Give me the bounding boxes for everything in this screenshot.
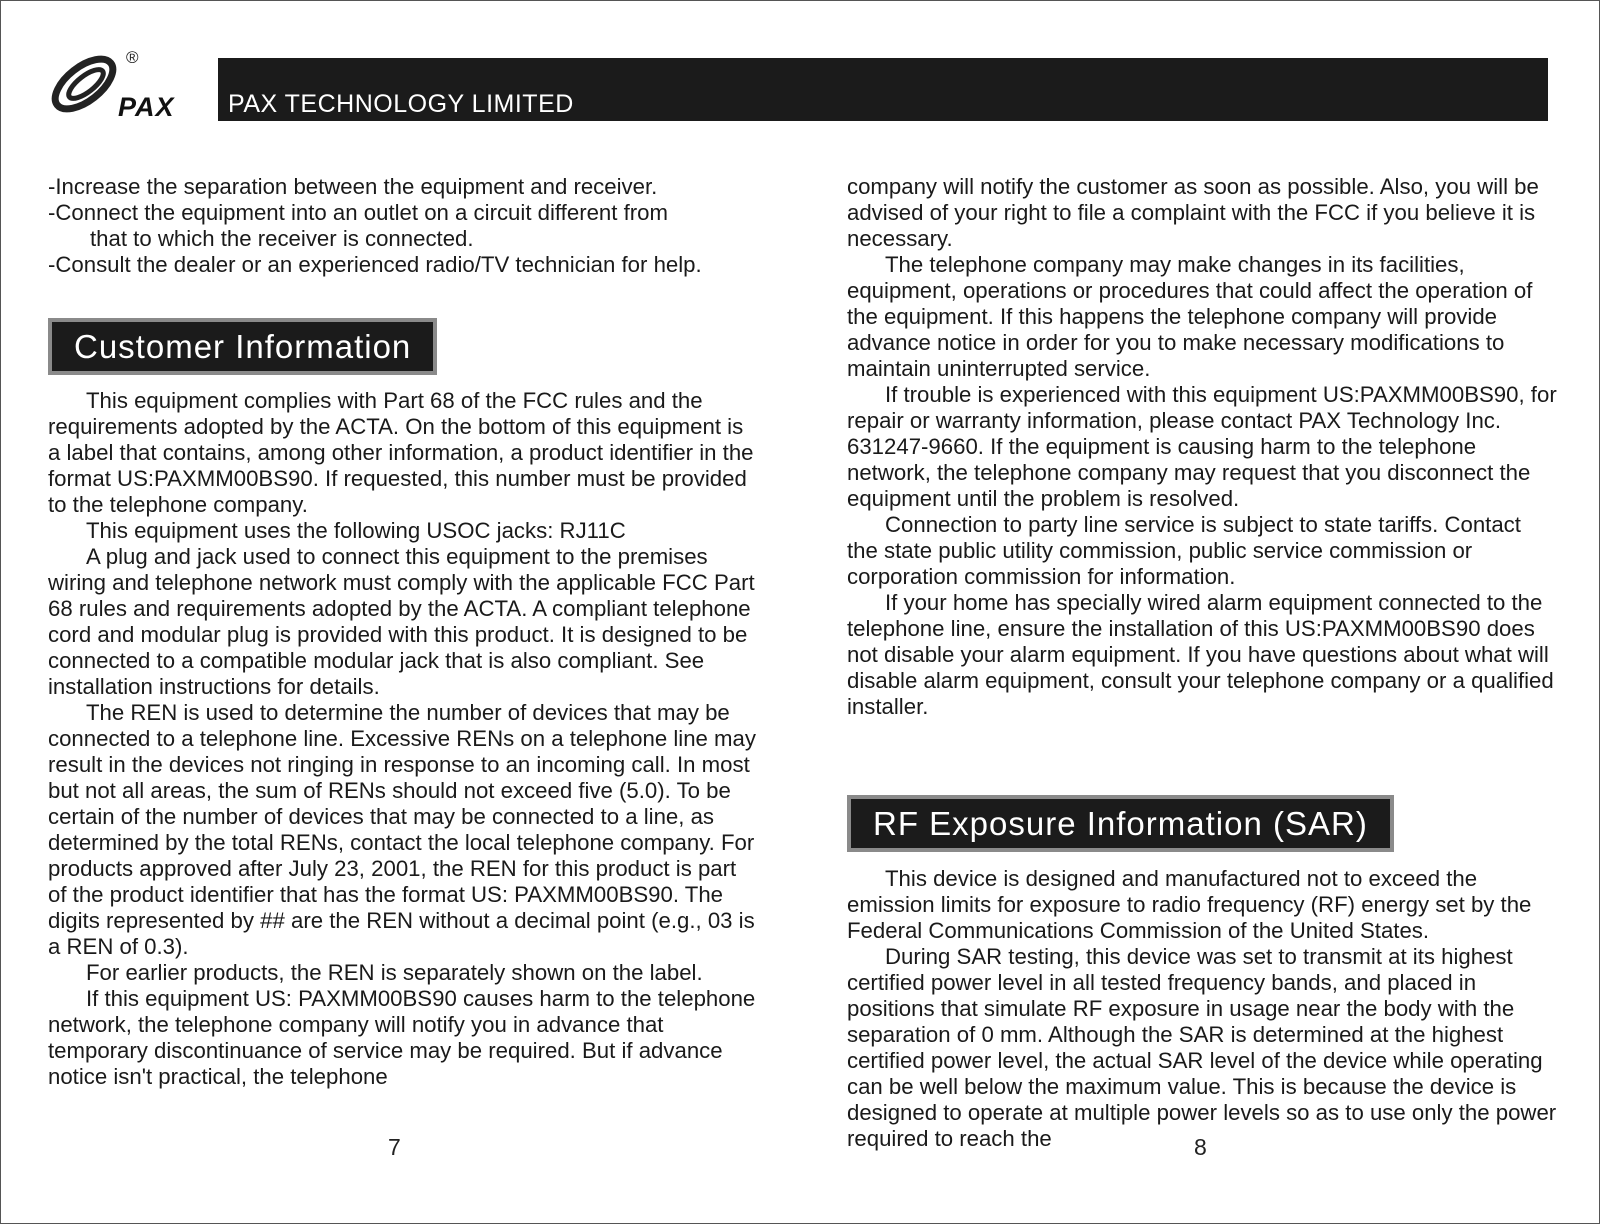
registered-mark: ®: [126, 48, 139, 67]
right-body: [847, 174, 1557, 720]
customer-info-heading: Customer Information: [48, 318, 437, 375]
paragraph: company will notify the customer as soon as possible. Also, you will be advised of your right to file a complaint with the FCC if you believe it is necessary.: [847, 174, 1539, 251]
customer-info-body: [48, 388, 758, 1090]
bullet-item-continued: that to which the receiver is connected.: [90, 226, 474, 251]
header-bar: [218, 58, 1548, 121]
rf-exposure-body: [847, 866, 1557, 1152]
paragraph: During SAR testing, this device was set to transmit at its highest certified power level in all tested frequency bands, and placed in positions that simulate RF exposure in usage near the body with the separation of 0 mm. Although the SAR is determined at the highest certified power level, the actual SAR level of the device while operating can be well below the maximum value. This is because the device is designed to operate at multiple power levels so as to use only the power required to reach the: [847, 944, 1557, 1151]
paragraph: For earlier products, the REN is separately shown on the label.: [86, 960, 703, 985]
logo-wordmark: PAX: [118, 92, 175, 122]
paragraph: The telephone company may make changes in its facilities, equipment, operations or procedures that could affect the operation of the equipment. If this happens the telephone company will provide advance notice in order for you to make necessary modifications to maintain uninterrupted service.: [847, 252, 1533, 381]
page-number-right: 8: [1194, 1134, 1207, 1160]
paragraph: A plug and jack used to connect this equipment to the premises wiring and telephone network must comply with the applicable FCC Part 68 rules and requirements adopted by the ACTA. A compliant telephone cord and modular plug is provided with this product. It is designed to be connected to a compatible modular jack that is also compliant. See installation instructions for details.: [48, 544, 755, 699]
bullet-item: -Consult the dealer or an experienced radio/TV technician for help.: [48, 252, 702, 277]
page-number-left: 7: [388, 1134, 401, 1160]
paragraph: Connection to party line service is subject to state tariffs. Contact the state public utility commission, public service commission or corporation commission for information.: [847, 512, 1521, 589]
paragraph: If your home has specially wired alarm equipment connected to the telephone line, ensure the installation of this US:PAXMM00BS90 does not disable your alarm equipment. If you have questions about what will disable alarm equipment, consult your telephone company or a qualified installer.: [847, 590, 1554, 719]
bullet-item: -Connect the equipment into an outlet on a circuit different from: [48, 200, 668, 225]
paragraph: This device is designed and manufactured not to exceed the emission limits for exposure to radio frequency (RF) energy set by the Federal Communications Commission of the United States.: [847, 866, 1532, 943]
rf-exposure-heading: RF Exposure Information (SAR): [847, 795, 1394, 852]
company-name: PAX TECHNOLOGY LIMITED: [228, 90, 574, 118]
paragraph: This equipment complies with Part 68 of the FCC rules and the requirements adopted by the ACTA. On the bottom of this equipment is a label that contains, among other information, a product identifier in the format US:PAXMM00BS90. If requested, this number must be provided to the telephone company.: [48, 388, 754, 517]
paragraph: If trouble is experienced with this equipment US:PAXMM00BS90, for repair or warranty information, please contact PAX Technology Inc. 631247-9660. If the equipment is causing harm to the telephone network, the telephone company may request that you disconnect the equipment until the problem is resolved.: [847, 382, 1557, 511]
left-bullets: [48, 174, 758, 278]
paragraph: If this equipment US: PAXMM00BS90 causes harm to the telephone network, the telephone company will notify you in advance that temporary discontinuance of service may be required. But if advance notice isn't practical, the telephone: [48, 986, 756, 1089]
bullet-item: -Increase the separation between the equipment and receiver.: [48, 174, 658, 199]
paragraph: The REN is used to determine the number of devices that may be connected to a telephone line. Excessive RENs on a telephone line may result in the devices not ringing in response to an incoming call. In most but not all areas, the sum of RENs should not exceed five (5.0). To be certain of the number of devices that may be connected to a line, as determined by the total RENs, contact the local telephone company. For products approved after July 23, 2001, the REN for this product is part of the product identifier that has the format US: PAXMM00BS90. The digits represented by ## are the REN without a decimal point (e.g., 03 is a REN of 0.3).: [48, 700, 756, 959]
paragraph: This equipment uses the following USOC jacks: RJ11C: [86, 518, 626, 543]
